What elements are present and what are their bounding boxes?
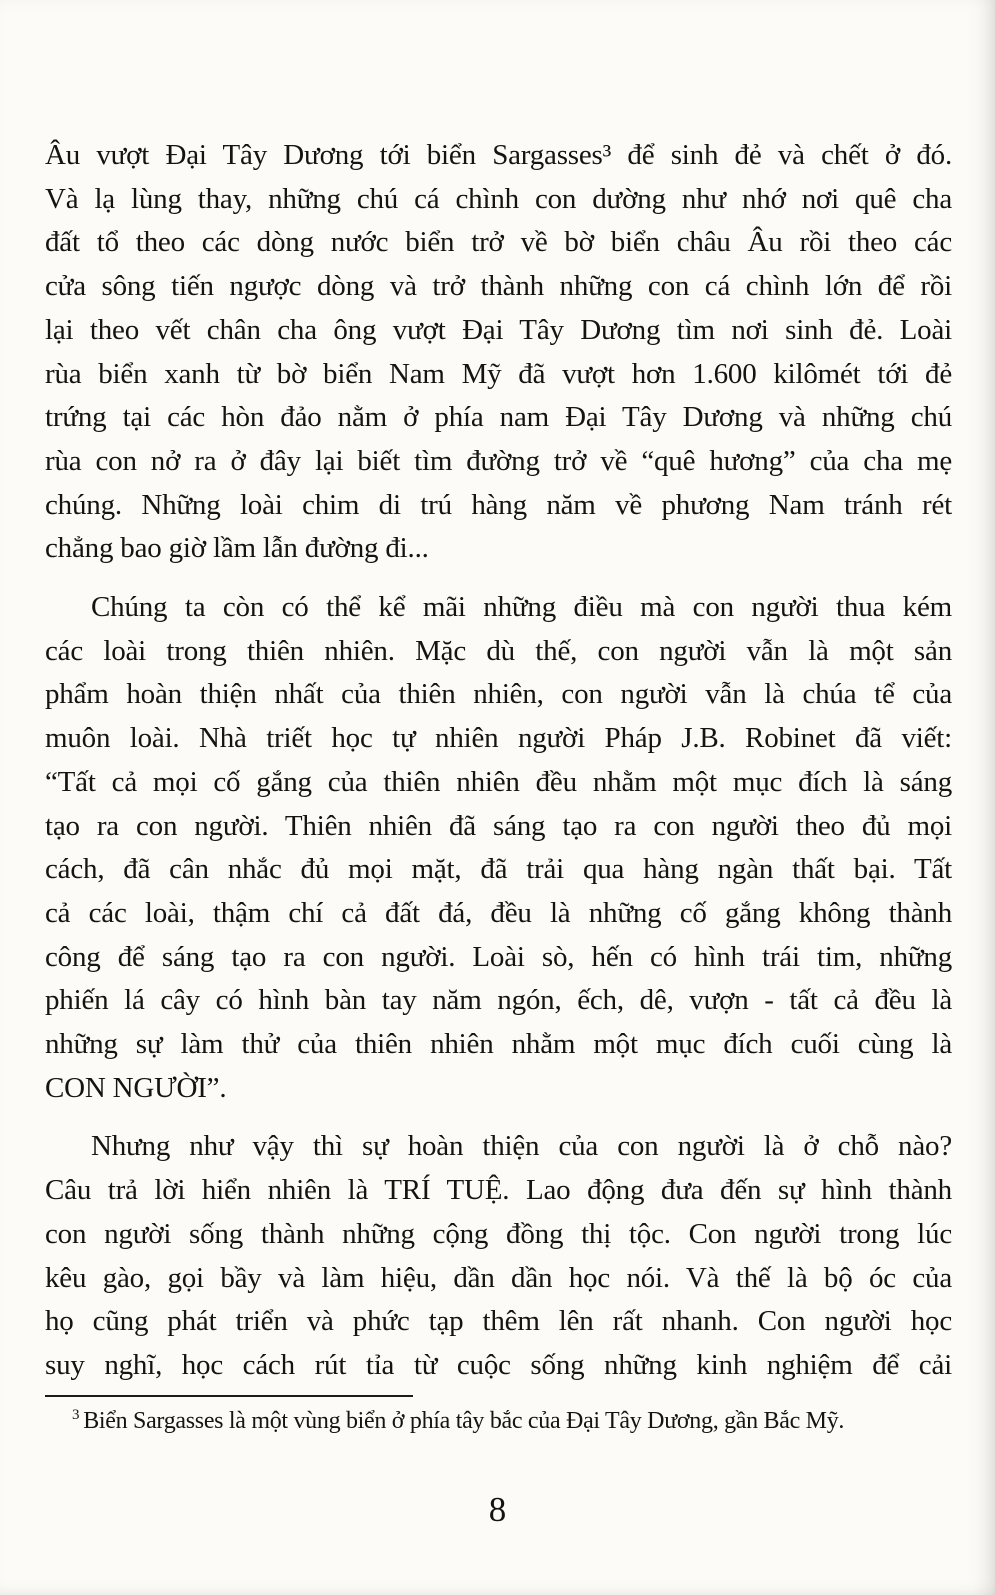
text-line: suy nghĩ, học cách rút tỉa từ cuộc sống những kinh nghiệm để cải	[45, 1348, 952, 1381]
text-line: đất tổ theo các dòng nước biển trở về bờ biển châu Âu rồi theo các	[45, 226, 952, 259]
text-line: tạo ra con người. Thiên nhiên đã sáng tạo ra con người theo đủ mọi	[45, 809, 952, 842]
text-line: cả các loài, thậm chí cả đất đá, đều là những cố gắng không thành	[45, 896, 952, 929]
paragraph	[45, 1125, 952, 1387]
text-line: lại theo vết chân cha ông vượt Đại Tây Dương tìm nơi sinh đẻ. Loài	[45, 313, 952, 346]
text-line: cửa sông tiến ngược dòng và trở thành những con cá chình lớn để rồi	[45, 270, 952, 303]
text-line: muôn loài. Nhà triết học tự nhiên người Pháp J.B. Robinet đã viết:	[45, 722, 952, 755]
text-line: cách, đã cân nhắc đủ mọi mặt, đã trải qua hàng ngàn thất bại. Tất	[45, 853, 952, 886]
page-number: 8	[488, 1490, 507, 1529]
footnote-marker: 3	[72, 1407, 80, 1423]
text-line: phiến lá cây có hình bàn tay năm ngón, ếch, dê, vượn - tất cả đều là	[45, 984, 952, 1017]
text-line: Câu trả lời hiển nhiên là TRÍ TUỆ. Lao động đưa đến sự hình thành	[45, 1174, 952, 1207]
text-line: con người sống thành những cộng đồng thị tộc. Con người trong lúc	[45, 1217, 952, 1250]
text-line: họ cũng phát triển và phức tạp thêm lên rất nhanh. Con người học	[45, 1305, 952, 1338]
text-line: Nhưng như vậy thì sự hoàn thiện của con người là ở chỗ nào?	[91, 1130, 952, 1163]
text-line: rùa biển xanh từ bờ biển Nam Mỹ đã vượt hơn 1.600 kilômét tới đẻ	[45, 357, 952, 390]
text-line: chúng. Những loài chim di trú hàng năm về phương Nam tránh rét	[45, 488, 952, 521]
text-line: những sự làm thử của thiên nhiên nhằm một mục đích cuối cùng là	[45, 1028, 952, 1061]
text-line: Chúng ta còn có thể kể mãi những điều mà con người thua kém	[91, 591, 952, 624]
footnote-divider	[45, 1395, 413, 1397]
paragraph	[45, 134, 952, 571]
text-line: công để sáng tạo ra con người. Loài sò, hến có hình trái tim, những	[45, 940, 952, 973]
text-line: kêu gào, gọi bầy và làm hiệu, dần dần học nói. Và thế là bộ óc của	[45, 1261, 952, 1294]
text-line: rùa con nở ra ở đây lại biết tìm đường trở về “quê hương” của cha mẹ	[45, 444, 952, 477]
text-line: CON NGƯỜI”.	[45, 1071, 227, 1104]
text-line: “Tất cả mọi cố gắng của thiên nhiên đều nhằm một mục đích là sáng	[45, 765, 952, 798]
text-line: chẳng bao giờ lầm lẫn đường đi...	[45, 532, 429, 565]
footnote-text: Biển Sargasses là một vùng biển ở phía tây bắc của Đại Tây Dương, gần Bắc Mỹ.	[83, 1408, 845, 1434]
text-line: Và lạ lùng thay, những chú cá chình con dường như nhớ nơi quê cha	[45, 182, 952, 215]
footnote	[45, 1404, 970, 1438]
paragraph	[45, 586, 952, 1110]
text-line: trứng tại các hòn đảo nằm ở phía nam Đại Tây Dương và những chú	[45, 401, 952, 434]
text-line: Âu vượt Đại Tây Dương tới biển Sargasses³ để sinh đẻ và chết ở đó.	[45, 139, 952, 171]
text-line: phẩm hoàn thiện nhất của thiên nhiên, con người vẫn là chúa tể của	[45, 678, 952, 711]
text-line: các loài trong thiên nhiên. Mặc dù thế, con người vẫn là một sản	[45, 634, 952, 667]
text-block	[45, 134, 952, 1388]
